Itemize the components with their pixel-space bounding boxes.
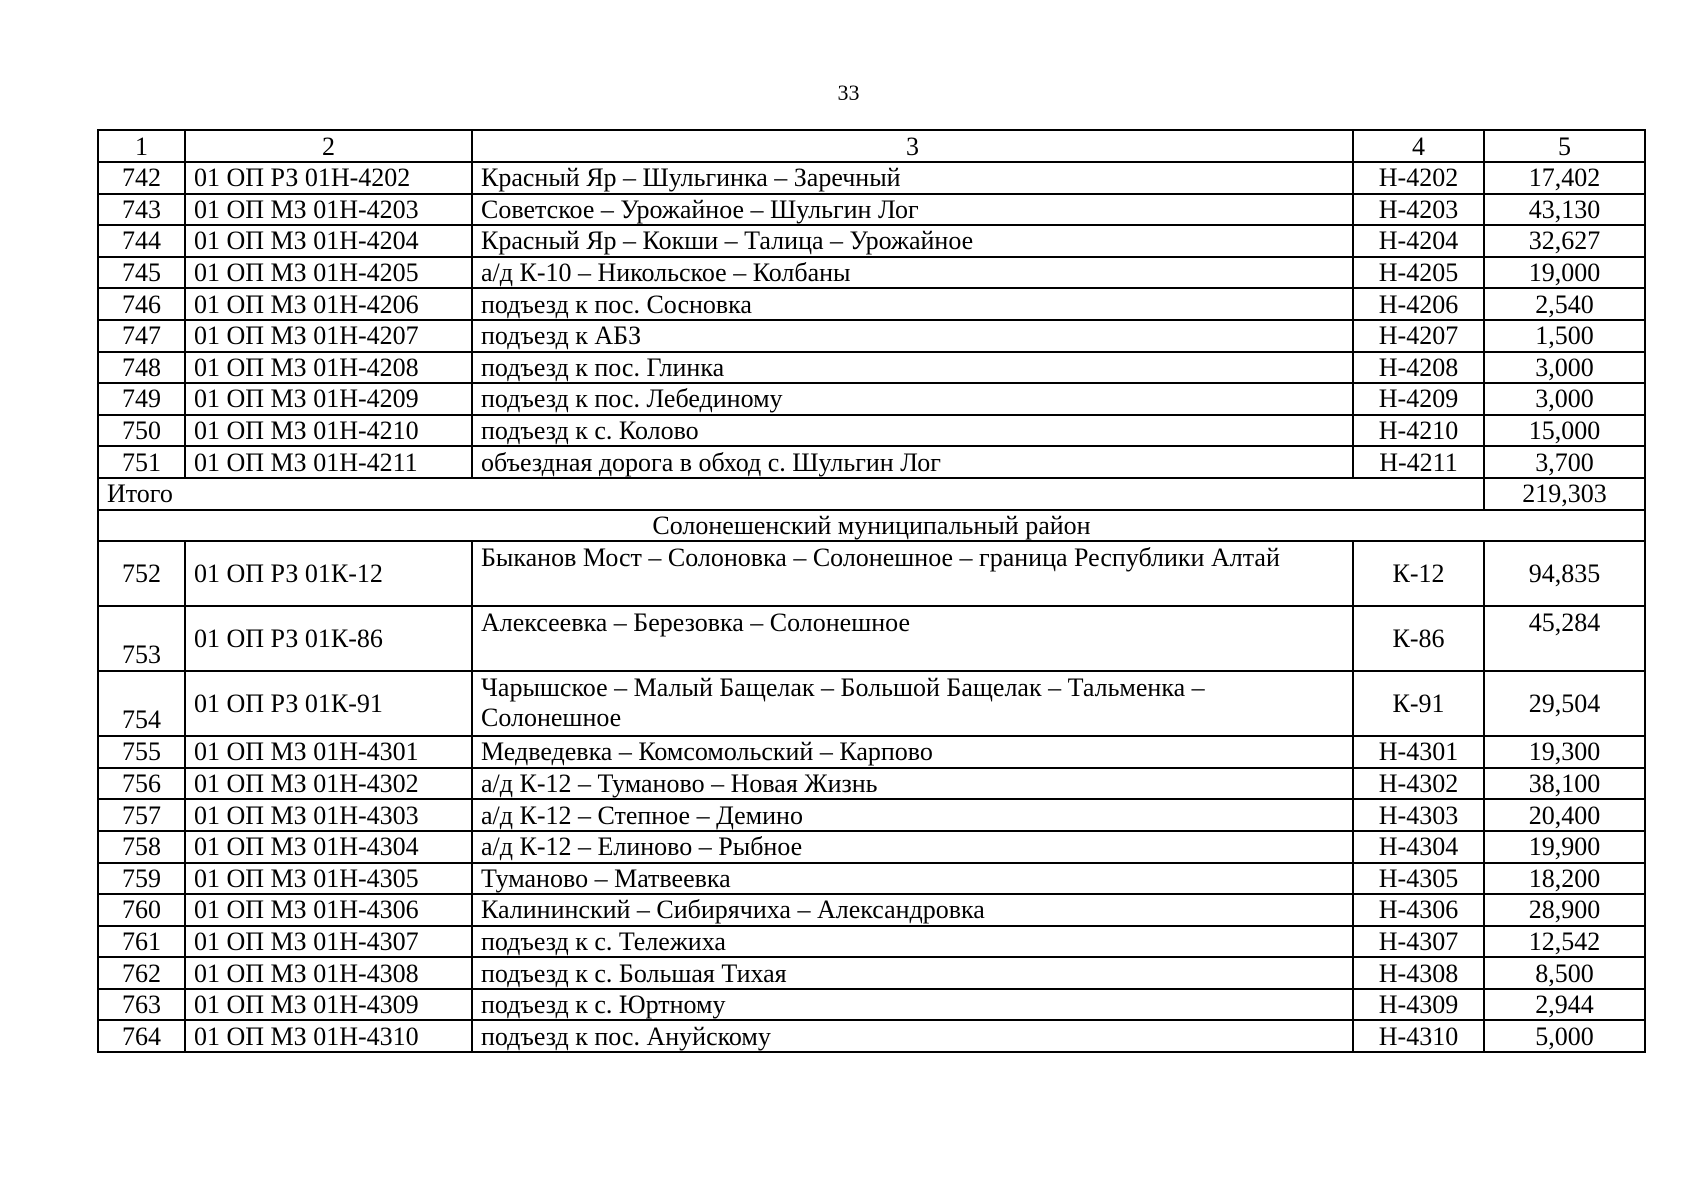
- road-code: 01 ОП МЗ 01Н-4302: [185, 768, 472, 800]
- road-name: подъезд к пос. Лебединому: [472, 383, 1353, 415]
- road-index: Н-4303: [1353, 799, 1484, 831]
- road-length: 2,540: [1484, 288, 1645, 320]
- road-index: Н-4306: [1353, 894, 1484, 926]
- road-index: Н-4205: [1353, 257, 1484, 289]
- road-name: а/д К-12 – Елиново – Рыбное: [472, 831, 1353, 863]
- table-row: [98, 671, 1645, 736]
- row-number: 743: [98, 194, 185, 226]
- road-length: 3,000: [1484, 352, 1645, 384]
- table-row: [98, 736, 1645, 768]
- road-index: Н-4211: [1353, 446, 1484, 478]
- road-length: 15,000: [1484, 415, 1645, 447]
- table-row: [98, 383, 1645, 415]
- table-row: [98, 415, 1645, 447]
- road-name: Алексеевка – Березовка – Солонешное: [472, 606, 1353, 671]
- road-length: 3,000: [1484, 383, 1645, 415]
- road-name: Медведевка – Комсомольский – Карпово: [472, 736, 1353, 768]
- road-name: подъезд к АБЗ: [472, 320, 1353, 352]
- road-code: 01 ОП МЗ 01Н-4307: [185, 926, 472, 958]
- table-row: [98, 257, 1645, 289]
- table-row: [98, 799, 1645, 831]
- roads-table-body: [98, 130, 1645, 1052]
- road-code: 01 ОП МЗ 01Н-4206: [185, 288, 472, 320]
- road-code: 01 ОП МЗ 01Н-4205: [185, 257, 472, 289]
- column-number-3: 3: [472, 130, 1353, 162]
- table-row: [98, 926, 1645, 958]
- road-code: 01 ОП РЗ 01К-91: [185, 671, 472, 736]
- road-length: 19,900: [1484, 831, 1645, 863]
- road-length: 5,000: [1484, 1020, 1645, 1052]
- row-number: 756: [98, 768, 185, 800]
- row-number: 758: [98, 831, 185, 863]
- road-length: 3,700: [1484, 446, 1645, 478]
- road-index: Н-4206: [1353, 288, 1484, 320]
- road-code: 01 ОП РЗ 01Н-4202: [185, 162, 472, 194]
- road-length: 12,542: [1484, 926, 1645, 958]
- column-number-row: [98, 130, 1645, 162]
- road-code: 01 ОП МЗ 01Н-4304: [185, 831, 472, 863]
- road-name: Туманово – Матвеевка: [472, 863, 1353, 895]
- road-index: К-86: [1353, 606, 1484, 671]
- road-length: 2,944: [1484, 989, 1645, 1021]
- row-number: 761: [98, 926, 185, 958]
- row-number: 745: [98, 257, 185, 289]
- road-code: 01 ОП РЗ 01К-86: [185, 606, 472, 671]
- table-row: [98, 1020, 1645, 1052]
- road-length: 94,835: [1484, 541, 1645, 606]
- road-length: 18,200: [1484, 863, 1645, 895]
- road-name: а/д К-12 – Туманово – Новая Жизнь: [472, 768, 1353, 800]
- road-index: Н-4304: [1353, 831, 1484, 863]
- row-number: 759: [98, 863, 185, 895]
- table-row: [98, 957, 1645, 989]
- road-name: подъезд к пос. Сосновка: [472, 288, 1353, 320]
- road-code: 01 ОП МЗ 01Н-4211: [185, 446, 472, 478]
- road-name: Красный Яр – Кокши – Талица – Урожайное: [472, 225, 1353, 257]
- row-number: 746: [98, 288, 185, 320]
- column-number-2: 2: [185, 130, 472, 162]
- row-number: 749: [98, 383, 185, 415]
- road-name: Красный Яр – Шульгинка – Заречный: [472, 162, 1353, 194]
- page-number: 33: [837, 80, 860, 105]
- road-index: Н-4310: [1353, 1020, 1484, 1052]
- table-row: [98, 288, 1645, 320]
- road-length: 32,627: [1484, 225, 1645, 257]
- road-name: объездная дорога в обход с. Шульгин Лог: [472, 446, 1353, 478]
- row-number: 763: [98, 989, 185, 1021]
- road-code: 01 ОП МЗ 01Н-4209: [185, 383, 472, 415]
- road-name: подъезд к с. Юртному: [472, 989, 1353, 1021]
- table-row: [98, 225, 1645, 257]
- road-length: 19,300: [1484, 736, 1645, 768]
- road-name: Быканов Мост – Солоновка – Солонешное – граница Республики Алтай: [472, 541, 1353, 606]
- road-index: Н-4302: [1353, 768, 1484, 800]
- road-length: 43,130: [1484, 194, 1645, 226]
- total-value: 219,303: [1484, 478, 1645, 510]
- road-code: 01 ОП МЗ 01Н-4301: [185, 736, 472, 768]
- row-number: 751: [98, 446, 185, 478]
- row-number: 755: [98, 736, 185, 768]
- road-length: 29,504: [1484, 671, 1645, 736]
- road-code: 01 ОП МЗ 01Н-4303: [185, 799, 472, 831]
- row-number: 752: [98, 541, 185, 606]
- road-index: Н-4207: [1353, 320, 1484, 352]
- total-row: [98, 478, 1645, 510]
- road-code: 01 ОП МЗ 01Н-4203: [185, 194, 472, 226]
- road-index: Н-4210: [1353, 415, 1484, 447]
- road-name: подъезд к с. Колово: [472, 415, 1353, 447]
- road-name: подъезд к с. Тележиха: [472, 926, 1353, 958]
- table-row: [98, 446, 1645, 478]
- road-code: 01 ОП РЗ 01К-12: [185, 541, 472, 606]
- road-index: К-12: [1353, 541, 1484, 606]
- column-number-5: 5: [1484, 130, 1645, 162]
- table-row: [98, 352, 1645, 384]
- road-length: 1,500: [1484, 320, 1645, 352]
- row-number: 762: [98, 957, 185, 989]
- column-number-1: 1: [98, 130, 185, 162]
- table-row: [98, 831, 1645, 863]
- road-name: подъезд к пос. Глинка: [472, 352, 1353, 384]
- row-number: 764: [98, 1020, 185, 1052]
- road-index: К-91: [1353, 671, 1484, 736]
- road-index: Н-4209: [1353, 383, 1484, 415]
- section-row: [98, 510, 1645, 542]
- road-index: Н-4305: [1353, 863, 1484, 895]
- table-row: [98, 894, 1645, 926]
- row-number: 747: [98, 320, 185, 352]
- road-code: 01 ОП МЗ 01Н-4305: [185, 863, 472, 895]
- road-name: подъезд к пос. Ануйскому: [472, 1020, 1353, 1052]
- road-code: 01 ОП МЗ 01Н-4204: [185, 225, 472, 257]
- road-name: Калининский – Сибирячиха – Александровка: [472, 894, 1353, 926]
- row-number: 760: [98, 894, 185, 926]
- row-number: 757: [98, 799, 185, 831]
- road-code: 01 ОП МЗ 01Н-4210: [185, 415, 472, 447]
- row-number: 754: [98, 671, 185, 736]
- road-index: Н-4307: [1353, 926, 1484, 958]
- road-code: 01 ОП МЗ 01Н-4207: [185, 320, 472, 352]
- table-row: [98, 768, 1645, 800]
- road-code: 01 ОП МЗ 01Н-4308: [185, 957, 472, 989]
- table-row: [98, 541, 1645, 606]
- road-name: Чарышское – Малый Бащелак – Большой Бащелак – Тальменка – Солонешное: [472, 671, 1353, 736]
- road-length: 28,900: [1484, 894, 1645, 926]
- table-row: [98, 162, 1645, 194]
- column-number-4: 4: [1353, 130, 1484, 162]
- row-number: 744: [98, 225, 185, 257]
- row-number: 753: [98, 606, 185, 671]
- road-index: Н-4308: [1353, 957, 1484, 989]
- row-number: 750: [98, 415, 185, 447]
- road-length: 38,100: [1484, 768, 1645, 800]
- road-index: Н-4309: [1353, 989, 1484, 1021]
- roads-table: [97, 129, 1646, 1053]
- road-code: 01 ОП МЗ 01Н-4310: [185, 1020, 472, 1052]
- road-index: Н-4204: [1353, 225, 1484, 257]
- road-name: Советское – Урожайное – Шульгин Лог: [472, 194, 1353, 226]
- road-length: 19,000: [1484, 257, 1645, 289]
- road-name: подъезд к с. Большая Тихая: [472, 957, 1353, 989]
- road-code: 01 ОП МЗ 01Н-4208: [185, 352, 472, 384]
- road-index: Н-4208: [1353, 352, 1484, 384]
- road-length: 20,400: [1484, 799, 1645, 831]
- road-code: 01 ОП МЗ 01Н-4306: [185, 894, 472, 926]
- road-index: Н-4203: [1353, 194, 1484, 226]
- road-index: Н-4301: [1353, 736, 1484, 768]
- table-row: [98, 606, 1645, 671]
- road-index: Н-4202: [1353, 162, 1484, 194]
- row-number: 742: [98, 162, 185, 194]
- table-row: [98, 194, 1645, 226]
- row-number: 748: [98, 352, 185, 384]
- road-name: а/д К-10 – Никольское – Колбаны: [472, 257, 1353, 289]
- section-title: Солонешенский муниципальный район: [98, 510, 1645, 542]
- road-length: 8,500: [1484, 957, 1645, 989]
- road-length: 45,284: [1484, 606, 1645, 671]
- table-row: [98, 989, 1645, 1021]
- total-label: Итого: [98, 478, 1484, 510]
- table-row: [98, 320, 1645, 352]
- table-row: [98, 863, 1645, 895]
- road-code: 01 ОП МЗ 01Н-4309: [185, 989, 472, 1021]
- road-length: 17,402: [1484, 162, 1645, 194]
- road-name: а/д К-12 – Степное – Демино: [472, 799, 1353, 831]
